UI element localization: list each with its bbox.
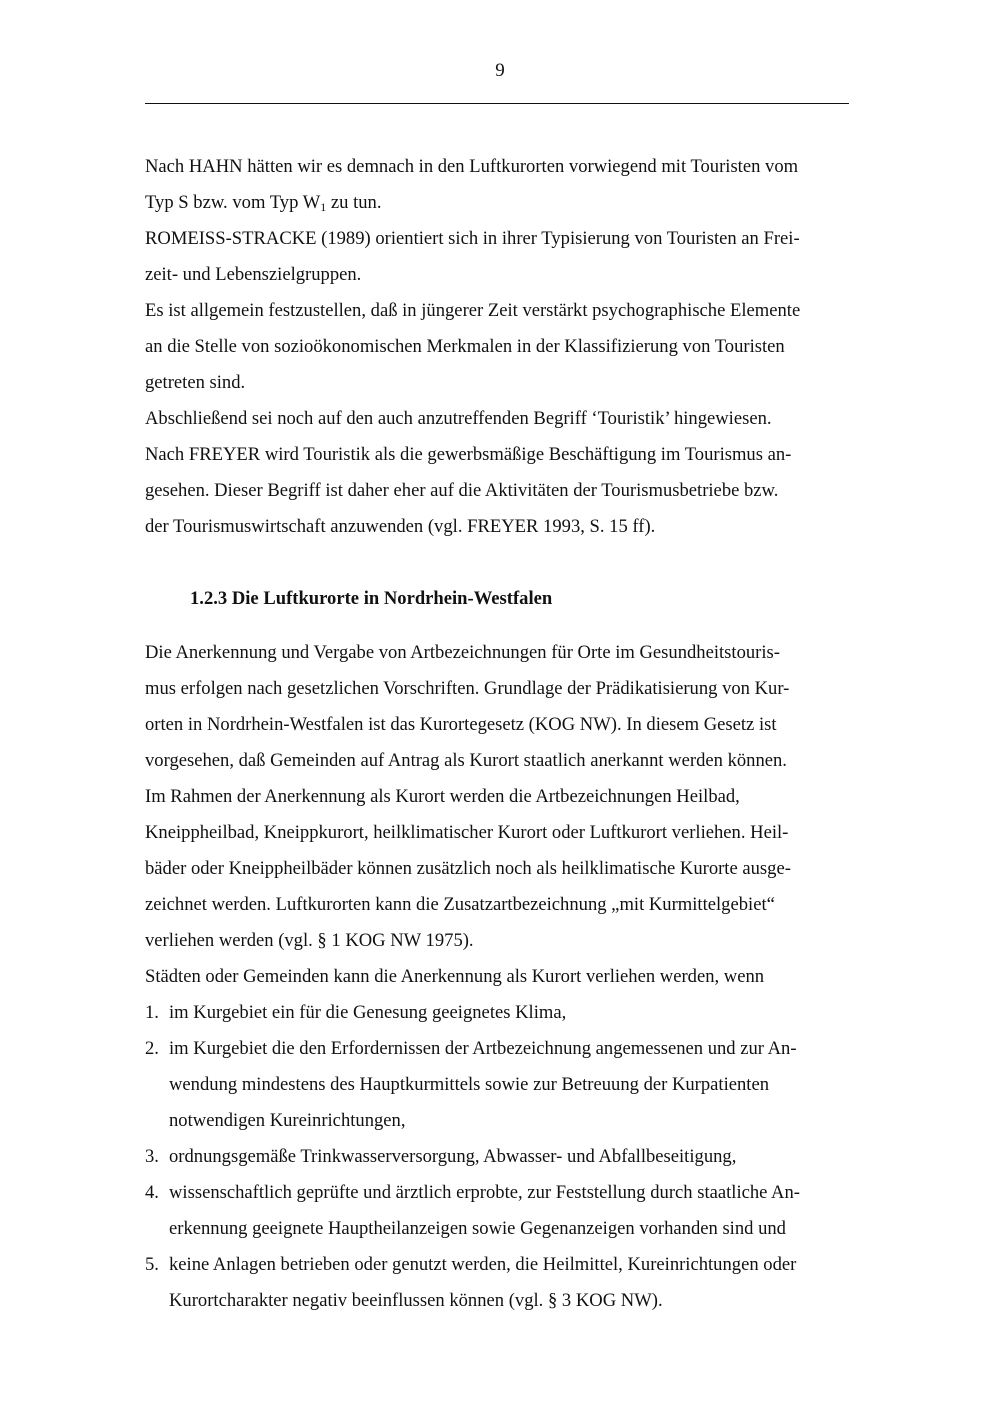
list-item-3 xyxy=(145,1139,857,1175)
list-item-number: 1. xyxy=(145,1002,159,1023)
list-item-text: ordnungsgemäße Trinkwasserversorgung, Abwasser- und Abfallbeseitigung, xyxy=(169,1146,737,1167)
list-item-2-continuation: wendung mindestens des Hauptkurmittels sowie zur Betreuung der Kurpatienten xyxy=(169,1074,770,1095)
para5-line-5: Im Rahmen der Anerkennung als Kurort werden die Artbezeichnungen Heilbad, xyxy=(145,786,740,807)
para1-line-2-post: zu tun. xyxy=(326,192,382,213)
list-item-text: wissenschaftlich geprüfte und ärztlich erprobte, zur Feststellung durch staatliche An- xyxy=(169,1182,800,1203)
list-item-5 xyxy=(145,1247,857,1283)
para2-line-2: zeit- und Lebenszielgruppen. xyxy=(145,264,362,285)
list-item-number: 3. xyxy=(145,1146,159,1167)
section-spacer xyxy=(145,545,857,581)
list-item-number: 5. xyxy=(145,1254,159,1275)
para4-line-1: Abschließend sei noch auf den auch anzutreffenden Begriff ‘Touristik’ hingewiesen. xyxy=(145,408,772,429)
para1-line-2-pre: Typ S bzw. vom Typ W xyxy=(145,192,321,213)
para2-line-1: ROMEISS-STRACKE (1989) orientiert sich in ihrer Typisierung von Touristen an Frei- xyxy=(145,228,800,249)
para5-line-4: vorgesehen, daß Gemeinden auf Antrag als Kurort staatlich anerkannt werden können. xyxy=(145,750,787,771)
para5-line-1: Die Anerkennung und Vergabe von Artbezeichnungen für Orte im Gesundheitstouris- xyxy=(145,642,780,663)
para5-line-8: zeichnet werden. Luftkurorten kann die Zusatzartbezeichnung „mit Kurmittelgebiet“ xyxy=(145,894,775,915)
para5-line-6: Kneippheilbad, Kneippkurort, heilklimatischer Kurort oder Luftkurort verliehen. Heil- xyxy=(145,822,789,843)
section-heading: 1.2.3 Die Luftkurorte in Nordrhein-Westfalen xyxy=(190,588,553,609)
list-item-number: 4. xyxy=(145,1182,159,1203)
para3-line-3: getreten sind. xyxy=(145,372,246,393)
list-item-1 xyxy=(145,995,857,1031)
list-item-2-continuation: notwendigen Kureinrichtungen, xyxy=(169,1110,406,1131)
document-body xyxy=(145,149,857,1319)
list-item-4 xyxy=(145,1175,857,1211)
list-item-text: keine Anlagen betrieben oder genutzt werden, die Heilmittel, Kureinrichtungen oder xyxy=(169,1254,797,1275)
list-item-text: im Kurgebiet die den Erfordernissen der Artbezeichnung angemessenen und zur An- xyxy=(169,1038,797,1059)
conditions-list xyxy=(145,995,857,1319)
para5-line-9: verliehen werden (vgl. § 1 KOG NW 1975). xyxy=(145,930,474,951)
para3-line-2: an die Stelle von sozioökonomischen Merkmalen in der Klassifizierung von Touristen xyxy=(145,336,785,357)
para4-line-3: gesehen. Dieser Begriff ist daher eher auf die Aktivitäten der Tourismusbetriebe bzw. xyxy=(145,480,779,501)
para6-intro: Städten oder Gemeinden kann die Anerkennung als Kurort verliehen werden, wenn xyxy=(145,966,765,987)
type-w-subscript: 1 xyxy=(320,200,327,214)
para1-line-2 xyxy=(145,185,857,221)
page-number: 9 xyxy=(495,60,505,81)
list-item-text: im Kurgebiet ein für die Genesung geeignetes Klima, xyxy=(169,1002,567,1023)
para3-line-1: Es ist allgemein festzustellen, daß in jüngerer Zeit verstärkt psychographische Elemente xyxy=(145,300,801,321)
list-item-number: 2. xyxy=(145,1038,159,1059)
para5-line-7: bäder oder Kneippheilbäder können zusätzlich noch als heilklimatische Kurorte ausge- xyxy=(145,858,791,879)
para4-line-4: der Tourismuswirtschaft anzuwenden (vgl. FREYER 1993, S. 15 ff). xyxy=(145,516,656,537)
para5-line-2: mus erfolgen nach gesetzlichen Vorschriften. Grundlage der Prädikatisierung von Kur- xyxy=(145,678,790,699)
list-item-5-continuation: Kurortcharakter negativ beeinflussen können (vgl. § 3 KOG NW). xyxy=(169,1290,663,1311)
para5-line-3: orten in Nordrhein-Westfalen ist das Kurortegesetz (KOG NW). In diesem Gesetz ist xyxy=(145,714,777,735)
para4-line-2: Nach FREYER wird Touristik als die gewerbsmäßige Beschäftigung im Tourismus an- xyxy=(145,444,792,465)
list-item-4-continuation: erkennung geeignete Hauptheilanzeigen sowie Gegenanzeigen vorhanden sind und xyxy=(169,1218,786,1239)
list-item-2 xyxy=(145,1031,857,1067)
para1-line-1: Nach HAHN hätten wir es demnach in den Luftkurorten vorwiegend mit Touristen vom xyxy=(145,156,799,177)
header-rule xyxy=(145,103,849,104)
